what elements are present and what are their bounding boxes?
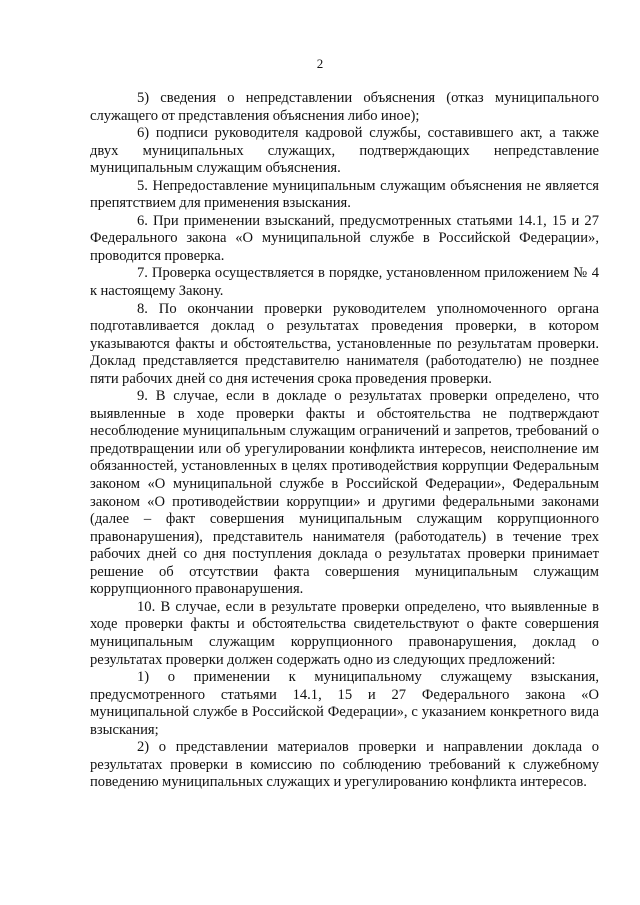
- paragraph-clause-6: 6. При применении взысканий, предусмотренных статьями 14.1, 15 и 27 Федерального закона «О муниципальной службе в Российской Федерации», проводится проверка.: [90, 212, 599, 264]
- paragraph-clause-5: 5. Непредоставление муниципальным служащим объяснения не является препятствием для применения взыскания.: [90, 177, 599, 212]
- paragraph-clause-10: 10. В случае, если в результате проверки определено, что выявленные в ходе проверки факты и обстоятельства свидетельствуют о факте совершения муниципальным служащим коррупционного правонарушения, доклад о результатах проверки должен содержать одно из следующих предложений:: [90, 598, 599, 668]
- paragraph-clause-8: 8. По окончании проверки руководителем уполномоченного органа подготавливается доклад о результатах проведения проверки, в котором указываются факты и обстоятельства, установленные по результатам проверки. Доклад представляется представителю нанимателя (работодателю) не позднее пяти рабочих дней со дня истечения срока проведения проверки.: [90, 300, 599, 387]
- paragraph-item-5-info: 5) сведения о непредставлении объяснения (отказ муниципального служащего от представления объяснения либо иное);: [90, 90, 599, 124]
- paragraph-subitem-1: 1) о применении к муниципальному служащему взыскания, предусмотренного статьями 14.1, 15 и 27 Федерального закона «О муниципальной службе в Российской Федерации», с указанием конкретного вида взыскания;: [90, 669, 599, 738]
- paragraph-subitem-2: 2) о представлении материалов проверки и направлении доклада о результатах проверки в комиссию по соблюдению требований к служебному поведению муниципальных служащих и урегулированию конфликта интересов.: [90, 739, 599, 791]
- paragraph-clause-7: 7. Проверка осуществляется в порядке, установленном приложением № 4 к настоящему Закону.: [90, 265, 599, 300]
- page-number: 2: [316, 56, 324, 71]
- document-body: [90, 90, 599, 792]
- paragraph-item-6-signatures: 6) подписи руководителя кадровой службы, составившего акт, а также двух муниципальных служащих, подтверждающих непредставление муниципальным служащим объяснения.: [90, 125, 599, 177]
- paragraph-clause-9: 9. В случае, если в докладе о результатах проверки определено, что выявленные в ходе проверки факты и обстоятельства не подтверждают несоблюдение муниципальным служащим ограничений и запретов, требований о предотвращении или об урегулировании конфликта интересов, неисполнение им обязанностей, установленных в целях противодействия коррупции Федеральным законом «О муниципальной службе в Российской Федерации», Федеральным законом «О противодействии коррупции» и другими федеральными законами (далее – факт совершения муниципальным служащим коррупционного правонарушения), представитель нанимателя (работодатель) в течение трех рабочих дней со дня поступления доклада о результатах проверки принимает решение об отсутствии факта совершения муниципальным служащим коррупционного правонарушения.: [90, 388, 599, 598]
